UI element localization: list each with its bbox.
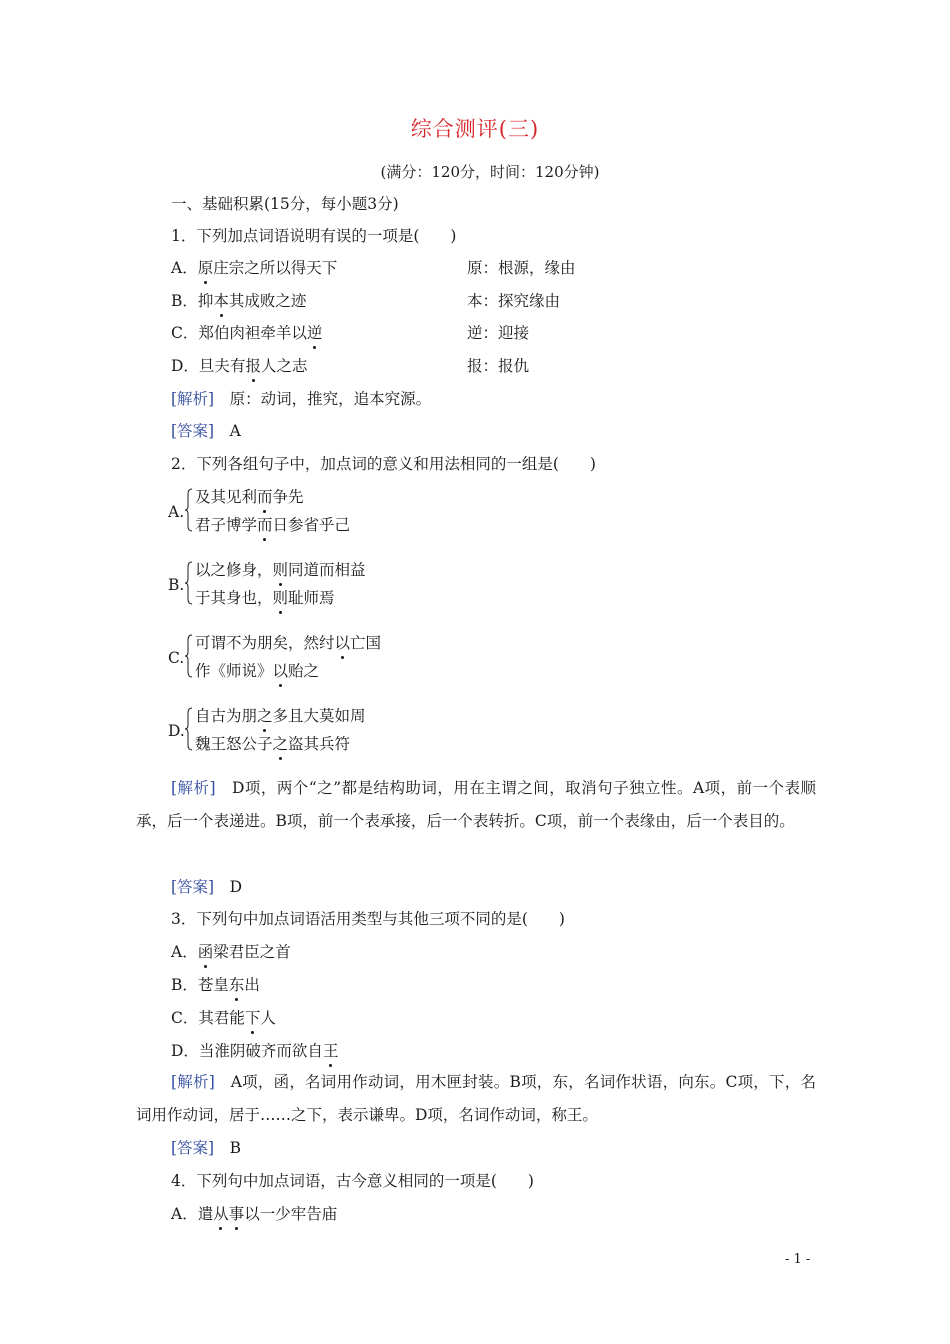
exam-info: (满分：120分，时间：120分钟)	[380, 163, 600, 181]
emphasis-dot-char: 王	[322, 1042, 339, 1060]
emphasis-dot-char: 则	[272, 589, 289, 607]
emphasis-dot-char: 从	[213, 1205, 229, 1223]
emphasis-dot-char: 原	[197, 259, 214, 277]
question-2-stem: 2．下列各组句子中，加点词的意义和用法相同的一组是( )	[171, 455, 596, 473]
q3-option-d: D．当淮阴破齐而欲自王	[171, 1042, 339, 1060]
emphasis-dot-char: 之	[257, 707, 273, 725]
page-number: - 1 -	[785, 1252, 811, 1267]
q1-option-c: C．郑伯肉袒牵羊以逆	[171, 324, 323, 342]
analysis-tag: [解析]	[171, 779, 216, 797]
q2-analysis: [解析] D项，两个“之”都是结构助词，用在主谓之间，取消句子独立性。A项，前一个表顺承，后一个表递进。B项，前一个表承接，后一个表转折。C项，前一个表缘由，后一个表目的。	[136, 779, 816, 830]
analysis-tag: [解析]	[171, 390, 215, 408]
emphasis-dot-char: 东	[228, 976, 245, 994]
answer-tag: [答案]	[171, 422, 215, 440]
emphasis-dot-char: 之	[272, 735, 289, 753]
answer-tag: [答案]	[171, 1139, 215, 1157]
emphasis-dot-char: 下	[244, 1009, 261, 1027]
question-3-stem: 3．下列句中加点词语活用类型与其他三项不同的是( )	[171, 910, 565, 928]
emphasis-dot-char: 而	[257, 488, 273, 506]
q1-option-c-note: 逆：迎接	[467, 324, 530, 342]
q3-option-a: A．函梁君臣之首	[171, 943, 291, 961]
brace-icon	[185, 707, 193, 751]
analysis-tag: [解析]	[171, 1073, 215, 1091]
emphasis-dot-char: 本	[213, 292, 229, 310]
q3-option-b: B．苍皇东出	[171, 976, 260, 994]
emphasis-dot-char: 事	[228, 1205, 245, 1223]
document-page: 综合测评(三) (满分：120分，时间：120分钟) 一、基础积累(15分，每小题3分) 1．下列加点词语说明有误的一项是( ) A．原庄宗之所以得天下 原：根源，缘由 B．抑本其成败之迹 本：探究缘由 C．郑伯肉袒牵羊以逆 逆：迎接 D．旦夫有报人之志 报：报仇 [解析] 原：动词，推究，追本究源。 [答案] A 2．下列各组句子中，加点词的意义和用法相同的一组是( ) A. 及其见利而争先 君子博学而日参省乎己 B. 以之修身，则同道而相益 于其身也，则耻师焉 C. 可谓不为朋矣，然纣以亡国 作《师说》以贻之 D. 自古为朋之多且大莫如周 魏王怒公子之盗其兵符 [解析] D项，两个“之”都是结构助词，用在主谓之间，取消句子独立性。A项，前一个表顺承，后一个表递进。B项，前一个表承接，后一个表转折。C项，前一个表缘由，后一个表目的。 [答案] D 3．下列句中加点词语活用类型与其他三项不同的是( ) A．函梁君臣之首 B．苍皇东出 C．其君能下人 D．当淮阴破齐而欲自王 [解析] A项，函，名词用作动词，用木匣封装。B项，东，名词作状语，向东。C项，下，名词用作动词，居于……之下，表示谦卑。D项，名词作动词，称王。 [答案] B 4．下列句中加点词语，古今意义相同的一项是( ) A．遣从事以一少牢告庙 - 1 -	[0, 0, 950, 1344]
q1-option-d-note: 报：报仇	[467, 357, 530, 375]
emphasis-dot-char: 而	[257, 516, 273, 534]
q3-answer: [答案] B	[171, 1139, 242, 1157]
emphasis-dot-char: 报	[245, 357, 261, 375]
q2-answer: [答案] D	[171, 878, 243, 896]
q3-option-c: C．其君能下人	[171, 1009, 276, 1027]
brace-icon	[185, 488, 193, 532]
section-heading: 一、基础积累(15分，每小题3分)	[171, 195, 399, 213]
brace-icon	[185, 561, 193, 605]
q1-answer: [答案] A	[171, 422, 241, 440]
question-4-stem: 4．下列句中加点词语，古今意义相同的一项是( )	[171, 1172, 534, 1190]
answer-tag: [答案]	[171, 878, 215, 896]
question-1-stem: 1．下列加点词语说明有误的一项是( )	[171, 227, 457, 245]
q1-analysis: [解析] 原：动词，推究，追本究源。	[171, 390, 432, 408]
q3-analysis: [解析] A项，函，名词用作动词，用木匣封装。B项，东，名词作状语，向东。C项，下，名词用作动词，居于……之下，表示谦卑。D项，名词作动词，称王。	[136, 1073, 816, 1124]
q1-option-a: A．原庄宗之所以得天下	[171, 259, 338, 277]
q4-option-a: A．遣从事以一少牢告庙	[171, 1205, 338, 1223]
q1-option-b-note: 本：探究缘由	[467, 292, 561, 310]
q1-option-b: B．抑本其成败之迹	[171, 292, 307, 310]
emphasis-dot-char: 逆	[306, 324, 323, 342]
page-title: 综合测评(三)	[410, 117, 540, 141]
q1-option-a-note: 原：根源，缘由	[467, 259, 576, 277]
emphasis-dot-char: 函	[197, 943, 214, 961]
brace-icon	[185, 634, 193, 678]
q1-option-d: D．旦夫有报人之志	[171, 357, 308, 375]
emphasis-dot-char: 以	[334, 634, 351, 652]
emphasis-dot-char: 以	[272, 662, 289, 680]
emphasis-dot-char: 则	[272, 561, 289, 579]
